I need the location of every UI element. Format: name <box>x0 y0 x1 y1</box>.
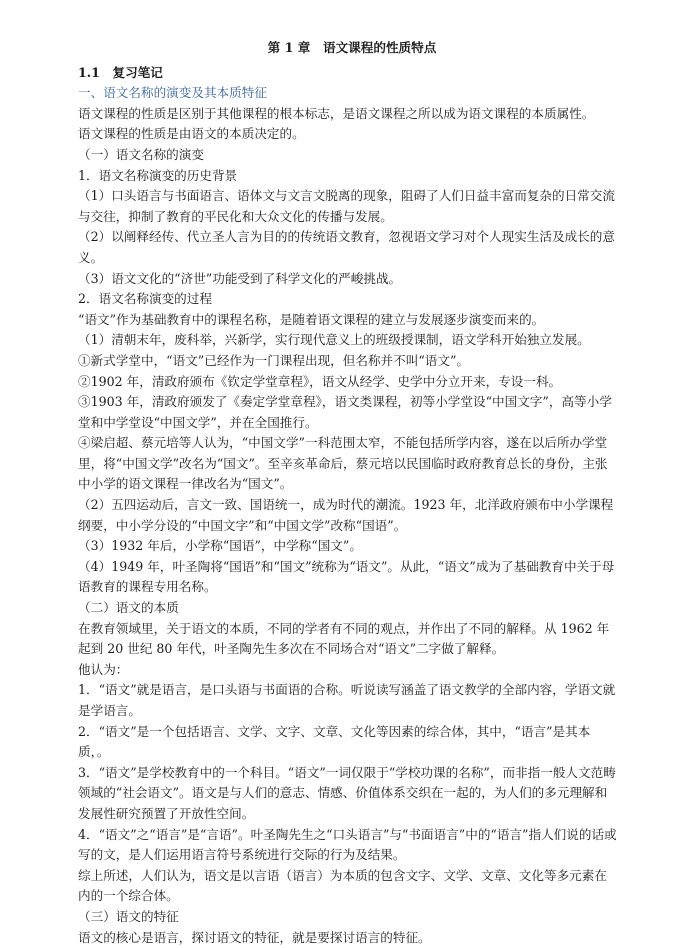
paragraph: 语文的核心是语言，探讨语文的特征，就是要探讨语言的特征。 <box>78 929 431 945</box>
paragraph: 3．“语文”是学校教育中的一个科目。“语文”一词仅限于“学校功课的名称”，而非指一般人文范畴领域的“社会语文”。语文是与人们的意志、情感、价值体系交织在一起的，为人们的多元理解和发展性研究预置了开放性空间。 <box>78 764 616 821</box>
paragraph: （2）五四运动后，言文一致、国语统一，成为时代的潮流。1923 年，北洋政府颁布中小学课程纲要，中小学分设的“中国文字”和“中国文学”改称“国语”。 <box>78 497 614 533</box>
paragraph: （4）1949 年，叶圣陶将“国语”和“国文”统称为“语文”。从此，“语文”成为了基础教育中关于母语教育的课程专用名称。 <box>78 558 615 595</box>
document-body <box>78 38 618 948</box>
paragraph: （二）语文的本质 <box>78 600 179 616</box>
paragraph-list <box>78 83 618 948</box>
paragraph: 语文课程的性质是由语文的本质决定的。 <box>78 126 305 142</box>
paragraph: （1）口头语言与书面语言、语体文与文言文脱离的现象，阻碍了人们日益丰富而复杂的日常交流与交往，抑制了教育的平民化和大众文化的传播与发展。 <box>78 188 615 224</box>
paragraph: ④梁启超、蔡元培等人认为，“中国文学”一科范围太窄，不能包括所学内容，遂在以后所办学堂里，将“中国文学”改名为“国文”。至辛亥革命后，蔡元培以民国临时政府教育总长的身份，主张中小学的语文课程一律改名为“国文”。 <box>78 435 608 492</box>
paragraph: 1．语文名称演变的历史背景 <box>78 167 238 183</box>
paragraph: “语文”作为基础教育中的课程名称，是随着语文课程的建立与发展逐步演变而来的。 <box>78 311 545 327</box>
paragraph: （3）1932 年后，小学称“国语”，中学称“国文”。 <box>78 538 362 554</box>
paragraph: ①新式学堂中，“语文”已经作为一门课程出现，但名称并不叫“语文”。 <box>78 352 469 368</box>
paragraph: 4．“语文”之“语言”是“言语”。叶圣陶先生之“口头语言”与“书面语言”中的“语言”指人们说的话或写的文，是人们运用语言符号系统进行交际的行为及结果。 <box>78 826 617 863</box>
paragraph: 在教育领域里，关于语文的本质，不同的学者有不同的观点，并作出了不同的解释。从 1962 年起到 20 世纪 80 年代，叶圣陶先生多次在不同场合对“语文”二字做了解释。 <box>78 620 610 657</box>
paragraph: 综上所述，人们认为，语文是以言语（语言）为本质的包含文字、文学、文章、文化等多元素在内的一个综合体。 <box>78 867 607 904</box>
paragraph: （1）清朝末年，废科举，兴新学，实行现代意义上的班级授课制，语文学科开始独立发展。 <box>78 332 590 348</box>
paragraph: 2．语文名称演变的过程 <box>78 291 212 307</box>
paragraph: 语文课程的性质是区别于其他课程的根本标志，是语文课程之所以成为语文课程的本质属性。 <box>78 105 595 121</box>
chapter-title: 第 1 章 语文课程的性质特点 <box>267 40 437 55</box>
paragraph: 他认为： <box>78 661 129 677</box>
paragraph: （2）以阐释经传、代立圣人言为目的的传统语文教育，忽视语文学习对个人现实生活及成长的意义。 <box>78 229 615 265</box>
section-heading: 1.1 复习笔记 <box>78 64 163 80</box>
paragraph: 1．“语文”就是语言，是口头语与书面语的合称。听说读写涵盖了语文教学的全部内容，学语文就是学语言。 <box>78 682 616 718</box>
paragraph: ③1903 年，清政府颁发了《奏定学堂章程》，语文类课程，初等小学堂设“中国文字”，高等小学堂和中学堂设“中国文学”，并在全国推行。 <box>78 394 612 430</box>
paragraph: （3）语文文化的“济世”功能受到了科学文化的严峻挑战。 <box>78 270 402 286</box>
paragraph: （一）语文名称的演变 <box>78 146 204 162</box>
paragraph: 2．“语文”是一个包括语言、文学、文字、文章、文化等因素的综合体，其中，“语言”是其本质，。 <box>78 723 591 760</box>
paragraph: ②1902 年，清政府颁布《钦定学堂章程》，语文从经学、史学中分立开来，专设一科。 <box>78 373 562 389</box>
paragraph: 一、语文名称的演变及其本质特征 <box>78 85 267 101</box>
paragraph: （三）语文的特征 <box>78 908 179 924</box>
